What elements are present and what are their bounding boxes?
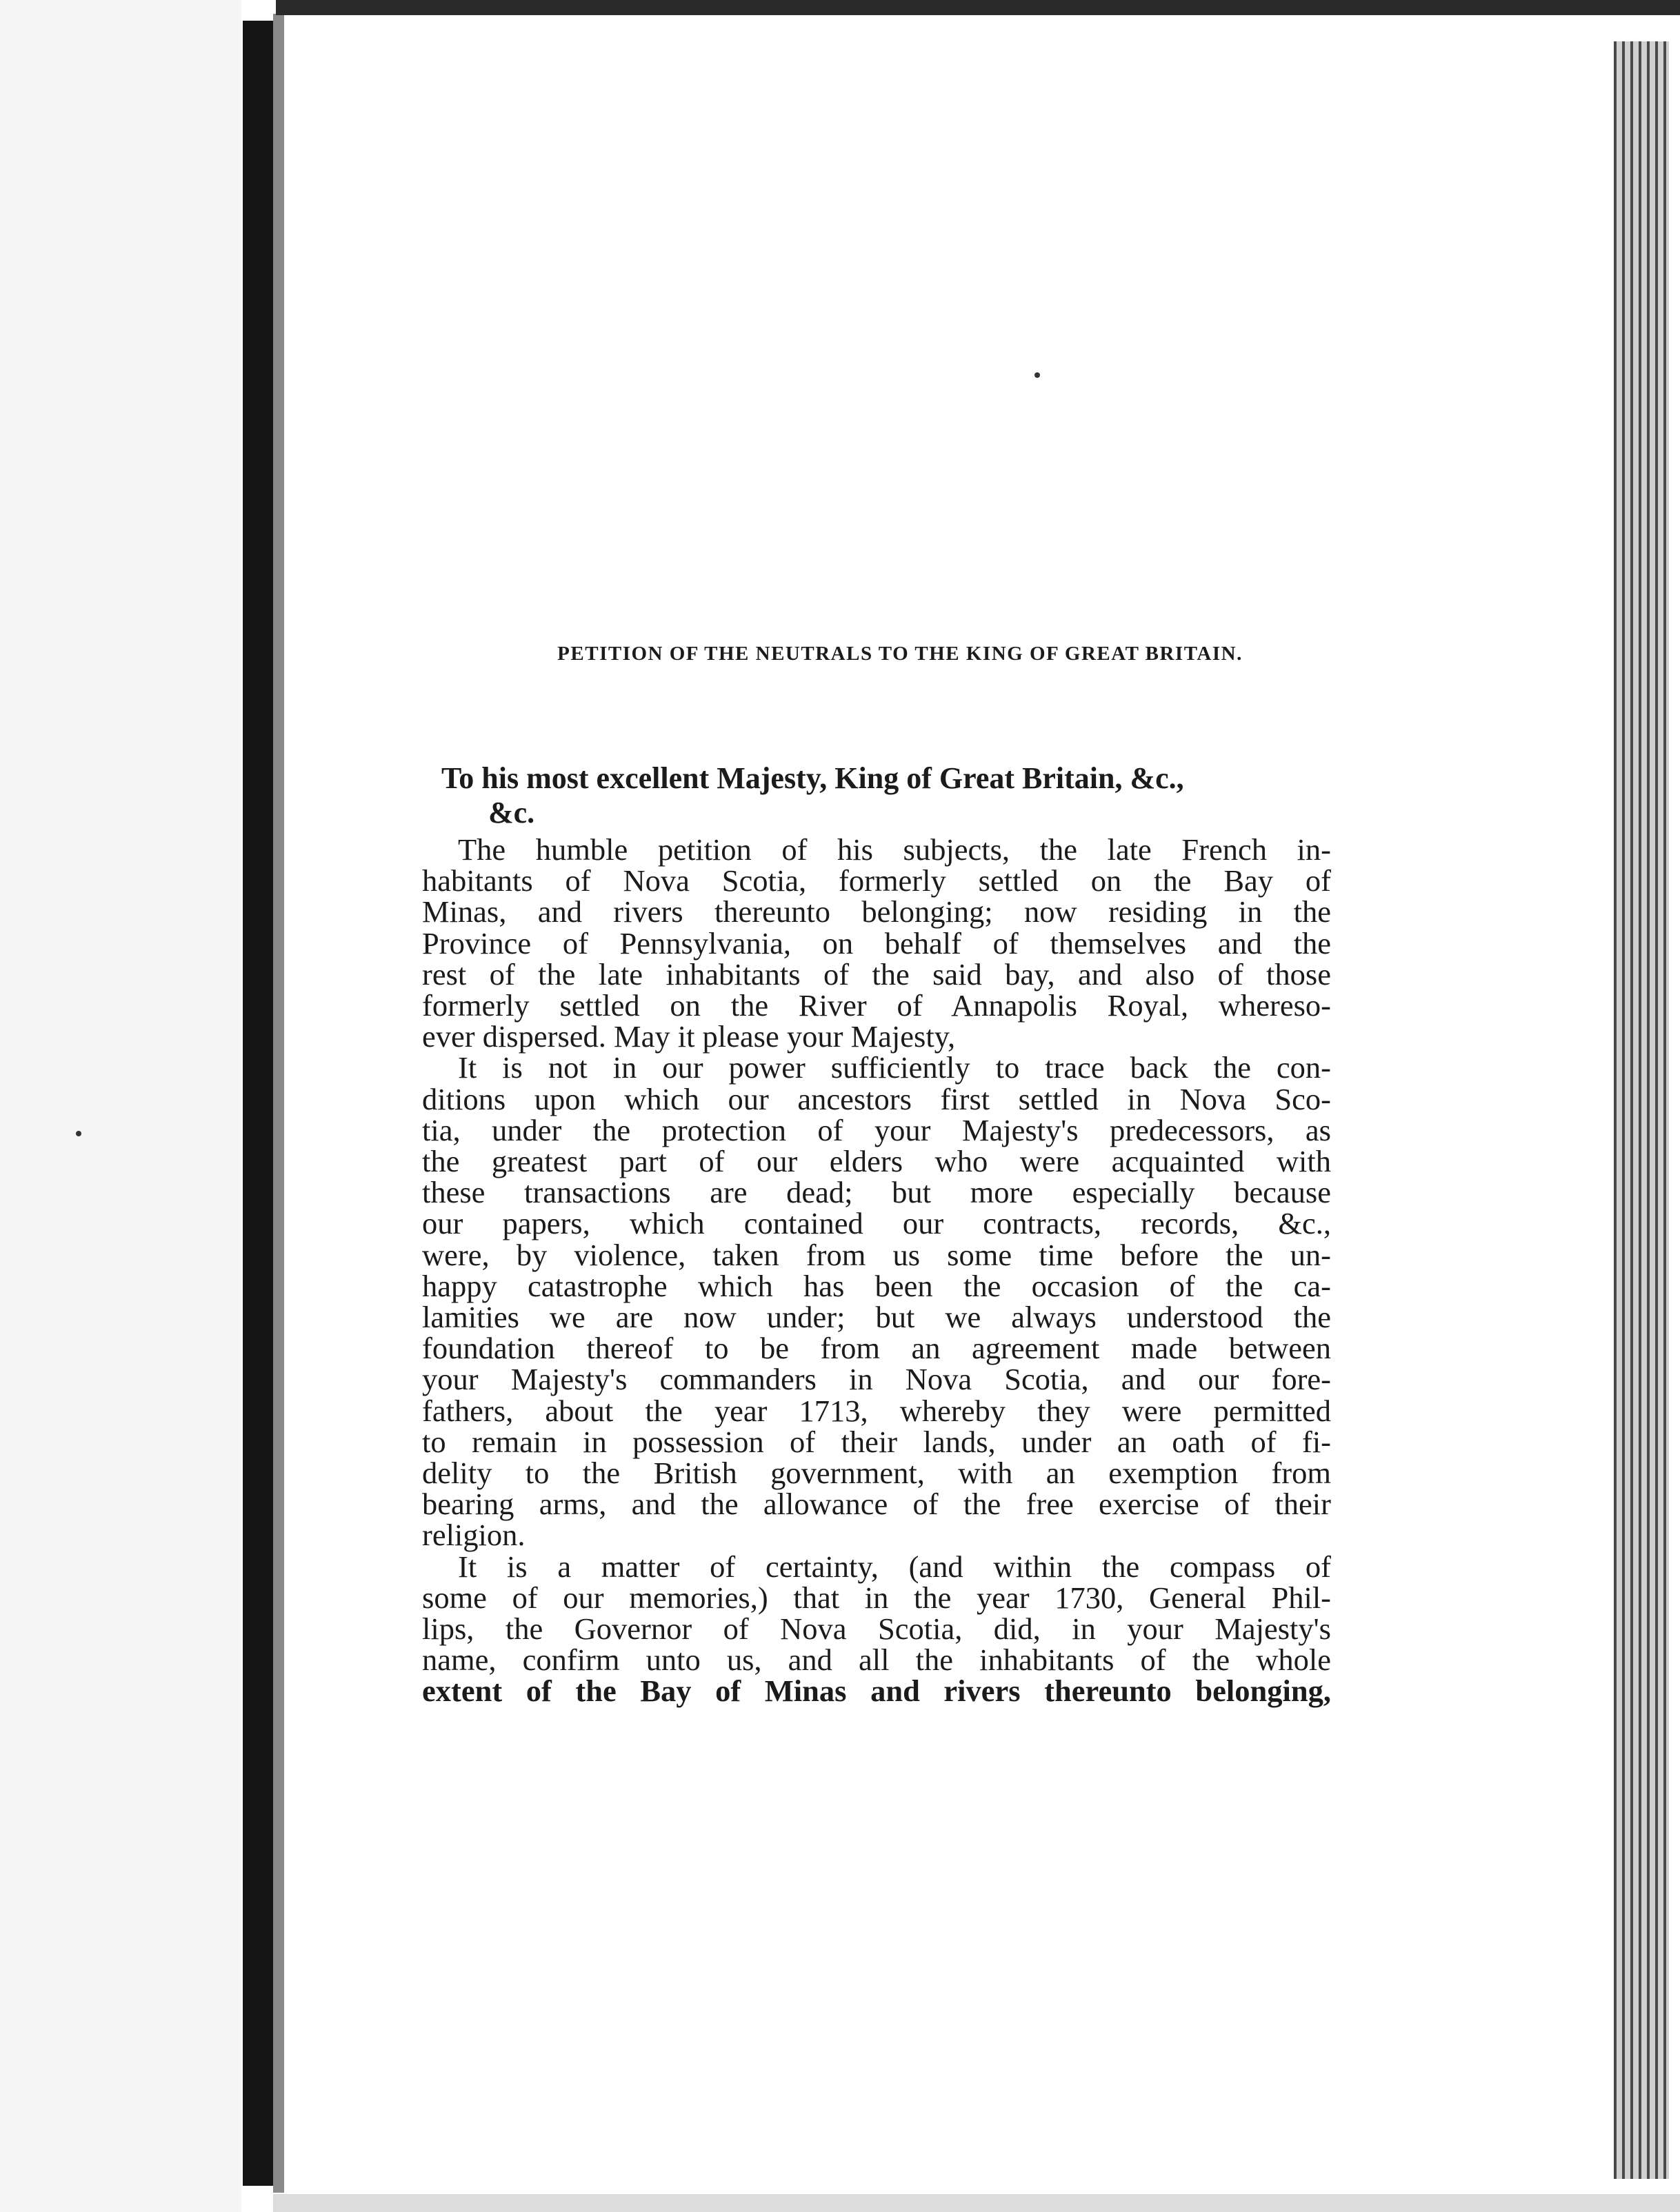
text-line: to remain in possession of their lands, under an oath of fi- xyxy=(422,1424,1331,1459)
text-line: foundation thereof to be from an agreement made between xyxy=(422,1331,1331,1366)
text-line: rest of the late inhabitants of the said bay, and also of those xyxy=(422,956,1331,992)
text-line: lamities we are now under; but we always understood the xyxy=(422,1300,1331,1335)
gutter-edge xyxy=(273,14,284,2193)
text-line: ditions upon which our ancestors first settled in Nova Sco- xyxy=(422,1081,1331,1116)
petition-address xyxy=(441,761,1345,830)
text-line: Province of Pennsylvania, on behalf of themselves and the xyxy=(422,925,1331,961)
text-line: bearing arms, and the allowance of the free exercise of their xyxy=(422,1487,1331,1522)
text-line: these transactions are dead; but more especially because xyxy=(422,1175,1331,1210)
text-line: some of our memories,) that in the year 1730, General Phil- xyxy=(422,1580,1331,1615)
text-line: the greatest part of our elders who were acquainted with xyxy=(422,1144,1331,1179)
text-line: It is a matter of certainty, (and within the compass of xyxy=(458,1549,1331,1584)
text-line: fathers, about the year 1713, whereby they were permitted xyxy=(422,1393,1331,1428)
paragraph-1 xyxy=(422,834,1331,1052)
paragraph-2 xyxy=(422,1052,1331,1551)
text-line: formerly settled on the River of Annapolis Royal, whereso- xyxy=(422,988,1331,1023)
top-edge-shadow xyxy=(276,0,1680,15)
text-line: Minas, and rivers thereunto belonging; now residing in the xyxy=(422,894,1331,929)
ink-speck xyxy=(76,1131,81,1136)
page-heading: PETITION OF THE NEUTRALS TO THE KING OF GREAT BRITAIN. xyxy=(557,643,1243,665)
text-line: happy catastrophe which has been the occasion of the ca- xyxy=(422,1268,1331,1303)
book-gutter xyxy=(243,21,273,2186)
page-fore-edge xyxy=(1614,41,1669,2179)
text-line: name, confirm unto us, and all the inhabitants of the whole xyxy=(422,1642,1331,1678)
text-line: our papers, which contained our contracts, records, &c., xyxy=(422,1206,1331,1241)
text-line: your Majesty's commanders in Nova Scotia, and our fore- xyxy=(422,1362,1331,1397)
paragraph-3 xyxy=(422,1551,1331,1707)
address-line-2: &c. xyxy=(488,796,535,830)
text-line: It is not in our power sufficiently to trace back the con- xyxy=(458,1050,1331,1085)
text-line: delity to the British government, with an exemption from xyxy=(422,1456,1331,1491)
address-line-1: To his most excellent Majesty, King of Great Britain, &c., xyxy=(441,761,1184,795)
text-line: extent of the Bay of Minas and rivers thereunto belonging, xyxy=(422,1673,1331,1709)
petition-body xyxy=(422,834,1331,1707)
bottom-edge xyxy=(273,2194,1680,2212)
facing-page xyxy=(0,0,241,2212)
ink-speck xyxy=(1034,372,1040,378)
text-line: The humble petition of his subjects, the late French in- xyxy=(458,832,1331,867)
text-line: habitants of Nova Scotia, formerly settled on the Bay of xyxy=(422,863,1331,898)
text-line: lips, the Governor of Nova Scotia, did, in your Majesty's xyxy=(422,1611,1331,1647)
text-line: ever dispersed. May it please your Majesty, xyxy=(422,1019,956,1054)
text-line: religion. xyxy=(422,1518,526,1553)
text-line: tia, under the protection of your Majesty's predecessors, as xyxy=(422,1112,1331,1147)
text-line: were, by violence, taken from us some time before the un- xyxy=(422,1237,1331,1272)
